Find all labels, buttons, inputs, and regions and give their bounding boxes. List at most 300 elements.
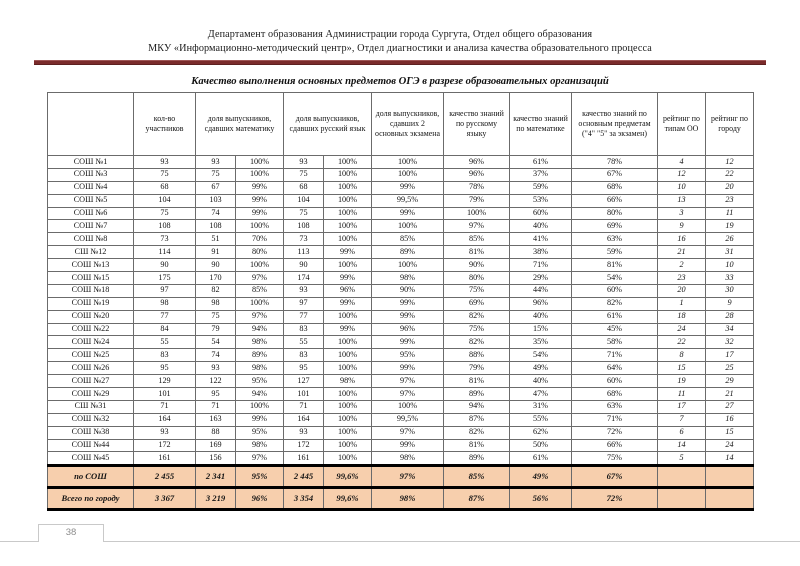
cell-school-name: СОШ №7 [48,220,134,233]
cell-math-p: 99% [236,181,284,194]
footer-divider [0,541,800,542]
cell-rank-type: 2 [658,259,706,272]
cell-rank-type: 1 [658,297,706,310]
cell-kach-mat: 41% [510,233,572,246]
cell-math-n: 93 [196,362,236,375]
cell-rank-type: 6 [658,426,706,439]
table-row [48,207,754,220]
cell-uchastnikov: 175 [134,272,196,285]
cell-kach-rus: 82% [444,310,510,323]
cell-rus-p: 100% [324,413,372,426]
cell-math-n: 91 [196,246,236,259]
table-row [48,323,754,336]
table-row [48,362,754,375]
cell-kach-osn: 75% [572,452,658,466]
cell-rank-type: 14 [658,439,706,452]
cell-math-p: 100% [236,156,284,169]
cell-two-p: 100% [372,259,444,272]
cell-summary-two-p: 98% [372,488,444,510]
cell-summary-uchastnikov: 3 367 [134,488,196,510]
cell-kach-rus: 81% [444,246,510,259]
cell-summary-kach-osn: 67% [572,466,658,488]
cell-two-p: 100% [372,168,444,181]
cell-math-n: 108 [196,220,236,233]
cell-two-p: 85% [372,233,444,246]
cell-uchastnikov: 164 [134,413,196,426]
cell-summary-rus-n: 3 354 [284,488,324,510]
cell-rank-city: 33 [706,272,754,285]
cell-rank-city: 26 [706,233,754,246]
cell-rank-type: 19 [658,375,706,388]
cell-rus-n: 113 [284,246,324,259]
col-header-quality-russian: качество знаний по русскому языку [444,93,510,156]
cell-rank-city: 25 [706,362,754,375]
exam-results-table [47,92,754,511]
cell-rus-n: 90 [284,259,324,272]
table-row [48,439,754,452]
cell-math-n: 75 [196,310,236,323]
cell-rus-p: 100% [324,168,372,181]
cell-uchastnikov: 84 [134,323,196,336]
cell-school-name: СОШ №19 [48,297,134,310]
cell-kach-mat: 40% [510,310,572,323]
cell-kach-osn: 71% [572,413,658,426]
cell-rus-p: 100% [324,452,372,466]
cell-math-p: 85% [236,284,284,297]
cell-math-p: 99% [236,194,284,207]
cell-two-p: 97% [372,375,444,388]
cell-rank-city: 23 [706,194,754,207]
cell-kach-rus: 75% [444,284,510,297]
cell-math-n: 95 [196,388,236,401]
col-header-participants: кол-во участников [134,93,196,156]
cell-two-p: 96% [372,323,444,336]
cell-kach-mat: 60% [510,207,572,220]
cell-math-p: 99% [236,413,284,426]
cell-uchastnikov: 161 [134,452,196,466]
cell-rus-n: 164 [284,413,324,426]
cell-two-p: 100% [372,400,444,413]
cell-uchastnikov: 77 [134,310,196,323]
cell-kach-mat: 15% [510,323,572,336]
cell-two-p: 100% [372,220,444,233]
cell-school-name: СОШ №32 [48,413,134,426]
cell-uchastnikov: 73 [134,233,196,246]
cell-rus-p: 100% [324,400,372,413]
cell-kach-osn: 45% [572,323,658,336]
cell-rus-n: 97 [284,297,324,310]
cell-rank-type: 15 [658,362,706,375]
cell-rus-p: 100% [324,349,372,362]
cell-school-name: СОШ №3 [48,168,134,181]
cell-kach-osn: 63% [572,400,658,413]
cell-kach-mat: 44% [510,284,572,297]
cell-math-n: 88 [196,426,236,439]
cell-math-n: 103 [196,194,236,207]
cell-summary-math-n: 3 219 [196,488,236,510]
cell-kach-rus: 80% [444,272,510,285]
cell-math-n: 71 [196,400,236,413]
cell-rank-city: 29 [706,375,754,388]
cell-summary-kach-mat: 49% [510,466,572,488]
cell-uchastnikov: 55 [134,336,196,349]
cell-rank-type: 3 [658,207,706,220]
cell-rus-p: 99% [324,323,372,336]
cell-math-n: 93 [196,156,236,169]
cell-kach-rus: 97% [444,220,510,233]
cell-kach-rus: 82% [444,336,510,349]
cell-two-p: 90% [372,284,444,297]
cell-math-p: 95% [236,375,284,388]
cell-kach-osn: 59% [572,246,658,259]
cell-kach-mat: 47% [510,388,572,401]
cell-two-p: 99,5% [372,413,444,426]
cell-math-n: 163 [196,413,236,426]
cell-kach-osn: 61% [572,310,658,323]
cell-kach-osn: 67% [572,168,658,181]
cell-kach-osn: 78% [572,156,658,169]
cell-math-n: 54 [196,336,236,349]
cell-kach-osn: 66% [572,439,658,452]
cell-rank-city: 11 [706,207,754,220]
cell-kach-mat: 49% [510,362,572,375]
cell-two-p: 99% [372,207,444,220]
cell-rus-n: 75 [284,168,324,181]
cell-kach-mat: 62% [510,426,572,439]
cell-kach-osn: 69% [572,220,658,233]
cell-rus-p: 98% [324,375,372,388]
cell-math-p: 99% [236,207,284,220]
cell-two-p: 99,5% [372,194,444,207]
header-line-1: Департамент образования Администрации города Сургута, Отдел общего образования [207,29,593,40]
page-title: Качество выполнения основных предметов ОГЭ в разрезе образовательных организаций [191,76,609,87]
cell-rank-type: 4 [658,156,706,169]
cell-math-p: 100% [236,168,284,181]
table-row [48,297,754,310]
cell-kach-rus: 90% [444,259,510,272]
cell-summary-rus-n: 2 445 [284,466,324,488]
table-row [48,413,754,426]
cell-uchastnikov: 172 [134,439,196,452]
cell-rank-type: 23 [658,272,706,285]
cell-school-name: СОШ №1 [48,156,134,169]
table-body [48,156,754,510]
cell-rank-type: 21 [658,246,706,259]
cell-summary-rus-p: 99,6% [324,466,372,488]
cell-rank-type: 18 [658,310,706,323]
cell-rank-city: 15 [706,426,754,439]
cell-school-name: СОШ №24 [48,336,134,349]
cell-rus-p: 100% [324,220,372,233]
cell-uchastnikov: 101 [134,388,196,401]
cell-rank-city: 12 [706,156,754,169]
cell-rus-p: 100% [324,181,372,194]
cell-school-name: СОШ №27 [48,375,134,388]
table-row [48,388,754,401]
col-header-quality-math: качество знаний по математике [510,93,572,156]
cell-rus-n: 161 [284,452,324,466]
cell-rank-city: 28 [706,310,754,323]
cell-rank-city: 20 [706,181,754,194]
cell-kach-mat: 38% [510,246,572,259]
cell-math-n: 98 [196,297,236,310]
cell-math-p: 100% [236,220,284,233]
cell-school-name: СОШ №13 [48,259,134,272]
cell-summary-uchastnikov: 2 455 [134,466,196,488]
cell-kach-osn: 66% [572,194,658,207]
cell-school-name: СОШ №8 [48,233,134,246]
cell-kach-rus: 89% [444,388,510,401]
cell-school-name: СОШ №15 [48,272,134,285]
cell-rank-city: 9 [706,297,754,310]
cell-rank-city: 24 [706,439,754,452]
cell-rus-n: 93 [284,284,324,297]
cell-uchastnikov: 83 [134,349,196,362]
cell-kach-rus: 96% [444,156,510,169]
cell-two-p: 99% [372,336,444,349]
cell-math-n: 122 [196,375,236,388]
cell-rus-n: 93 [284,426,324,439]
cell-rus-n: 83 [284,349,324,362]
table-row [48,284,754,297]
cell-rus-n: 71 [284,400,324,413]
cell-rus-n: 75 [284,207,324,220]
cell-rank-type: 11 [658,388,706,401]
cell-summary-label: по СОШ [48,466,134,488]
cell-rank-type: 13 [658,194,706,207]
cell-rus-p: 96% [324,284,372,297]
cell-rank-type: 12 [658,168,706,181]
cell-rus-p: 100% [324,310,372,323]
table-row [48,168,754,181]
col-header-two-exams-share: доля выпускников, сдавших 2 основных экзамена [372,93,444,156]
cell-uchastnikov: 129 [134,375,196,388]
cell-math-n: 51 [196,233,236,246]
cell-rus-p: 100% [324,426,372,439]
cell-uchastnikov: 95 [134,362,196,375]
cell-rank-city: 30 [706,284,754,297]
cell-uchastnikov: 97 [134,284,196,297]
col-header-rank-city: рейтинг по городу [706,93,754,156]
cell-school-name: СОШ №6 [48,207,134,220]
table-row [48,194,754,207]
cell-rus-n: 174 [284,272,324,285]
cell-kach-mat: 53% [510,194,572,207]
cell-uchastnikov: 90 [134,259,196,272]
cell-kach-mat: 55% [510,413,572,426]
cell-two-p: 100% [372,156,444,169]
cell-school-name: СОШ №45 [48,452,134,466]
table-header-row [48,93,754,156]
cell-kach-rus: 79% [444,362,510,375]
cell-math-p: 97% [236,452,284,466]
cell-uchastnikov: 108 [134,220,196,233]
cell-rus-n: 77 [284,310,324,323]
cell-rank-city: 32 [706,336,754,349]
cell-summary-math-p: 95% [236,466,284,488]
cell-kach-mat: 61% [510,452,572,466]
cell-kach-rus: 100% [444,207,510,220]
col-header-name [48,93,134,156]
table-row [48,259,754,272]
cell-kach-mat: 35% [510,336,572,349]
cell-kach-osn: 68% [572,388,658,401]
cell-kach-osn: 63% [572,233,658,246]
cell-rank-type: 7 [658,413,706,426]
cell-rank-type: 8 [658,349,706,362]
cell-rus-n: 68 [284,181,324,194]
cell-kach-osn: 60% [572,284,658,297]
cell-kach-osn: 80% [572,207,658,220]
col-header-russian-share: доля выпускников, сдавших русский язык [284,93,372,156]
cell-math-n: 67 [196,181,236,194]
cell-kach-mat: 31% [510,400,572,413]
cell-kach-rus: 96% [444,168,510,181]
table-row [48,272,754,285]
cell-math-p: 98% [236,336,284,349]
cell-rank-city: 16 [706,413,754,426]
cell-rank-type: 10 [658,181,706,194]
cell-kach-mat: 37% [510,168,572,181]
cell-kach-rus: 85% [444,233,510,246]
cell-kach-mat: 54% [510,349,572,362]
cell-math-p: 97% [236,272,284,285]
document-header [0,0,800,65]
cell-rank-type: 17 [658,400,706,413]
cell-rus-p: 100% [324,194,372,207]
table-row [48,181,754,194]
cell-school-name: СШ №12 [48,246,134,259]
cell-rank-city: 19 [706,220,754,233]
cell-two-p: 97% [372,426,444,439]
cell-school-name: СОШ №44 [48,439,134,452]
table-row [48,233,754,246]
cell-uchastnikov: 93 [134,156,196,169]
cell-rank-type: 16 [658,233,706,246]
cell-two-p: 99% [372,439,444,452]
cell-school-name: СОШ №22 [48,323,134,336]
table-row [48,220,754,233]
cell-two-p: 99% [372,181,444,194]
cell-summary-math-n: 2 341 [196,466,236,488]
cell-rus-n: 95 [284,362,324,375]
cell-kach-rus: 69% [444,297,510,310]
cell-kach-rus: 75% [444,323,510,336]
cell-math-n: 169 [196,439,236,452]
cell-math-p: 95% [236,426,284,439]
cell-rank-city: 10 [706,259,754,272]
cell-rus-p: 100% [324,362,372,375]
cell-uchastnikov: 71 [134,400,196,413]
cell-summary-kach-rus: 85% [444,466,510,488]
col-header-math-share: доля выпускников, сдавших математику [196,93,284,156]
cell-math-n: 74 [196,349,236,362]
cell-kach-rus: 78% [444,181,510,194]
cell-math-p: 100% [236,297,284,310]
cell-summary-rus-p: 99,6% [324,488,372,510]
cell-uchastnikov: 104 [134,194,196,207]
cell-two-p: 99% [372,310,444,323]
cell-rus-n: 101 [284,388,324,401]
cell-math-n: 90 [196,259,236,272]
cell-uchastnikov: 68 [134,181,196,194]
cell-rus-n: 73 [284,233,324,246]
cell-math-p: 98% [236,439,284,452]
cell-kach-mat: 40% [510,220,572,233]
header-line-2: МКУ «Информационно-методический центр», Отдел диагностики и анализа качества образовательного процесса [148,43,652,54]
cell-kach-rus: 81% [444,375,510,388]
cell-math-n: 74 [196,207,236,220]
cell-kach-osn: 82% [572,297,658,310]
cell-summary-label: Всего по городу [48,488,134,510]
cell-summary-rank-type [658,466,706,488]
cell-rus-n: 93 [284,156,324,169]
cell-kach-osn: 81% [572,259,658,272]
cell-math-p: 100% [236,400,284,413]
cell-kach-rus: 81% [444,439,510,452]
cell-math-n: 75 [196,168,236,181]
cell-kach-mat: 61% [510,156,572,169]
header-divider-rule [34,60,766,65]
cell-kach-rus: 79% [444,194,510,207]
cell-kach-rus: 82% [444,426,510,439]
cell-uchastnikov: 75 [134,168,196,181]
cell-rank-type: 5 [658,452,706,466]
cell-rus-p: 100% [324,156,372,169]
cell-kach-osn: 60% [572,375,658,388]
cell-two-p: 99% [372,362,444,375]
table-row [48,310,754,323]
cell-school-name: СОШ №38 [48,426,134,439]
cell-math-p: 94% [236,323,284,336]
cell-math-n: 82 [196,284,236,297]
cell-summary-rank-city [706,488,754,510]
cell-uchastnikov: 93 [134,426,196,439]
cell-school-name: СОШ №4 [48,181,134,194]
cell-rank-type: 9 [658,220,706,233]
table-row [48,336,754,349]
page-footer [0,524,800,550]
cell-math-p: 89% [236,349,284,362]
cell-math-p: 98% [236,362,284,375]
cell-rank-city: 22 [706,168,754,181]
cell-math-p: 70% [236,233,284,246]
cell-uchastnikov: 114 [134,246,196,259]
cell-rank-city: 27 [706,400,754,413]
cell-school-name: СОШ №26 [48,362,134,375]
cell-two-p: 89% [372,246,444,259]
cell-two-p: 97% [372,388,444,401]
cell-rus-p: 99% [324,272,372,285]
cell-summary-math-p: 96% [236,488,284,510]
table-row [48,452,754,466]
cell-kach-mat: 50% [510,439,572,452]
table-container [47,92,753,511]
cell-math-p: 97% [236,310,284,323]
table-row [48,156,754,169]
cell-math-n: 156 [196,452,236,466]
cell-school-name: СОШ №29 [48,388,134,401]
cell-kach-mat: 71% [510,259,572,272]
cell-kach-osn: 68% [572,181,658,194]
cell-summary-rank-type [658,488,706,510]
cell-summary-kach-mat: 56% [510,488,572,510]
cell-kach-osn: 64% [572,362,658,375]
cell-two-p: 95% [372,349,444,362]
cell-rus-p: 100% [324,259,372,272]
col-header-rank-type: рейтинг по типам ОО [658,93,706,156]
page-number: 38 [65,527,77,538]
